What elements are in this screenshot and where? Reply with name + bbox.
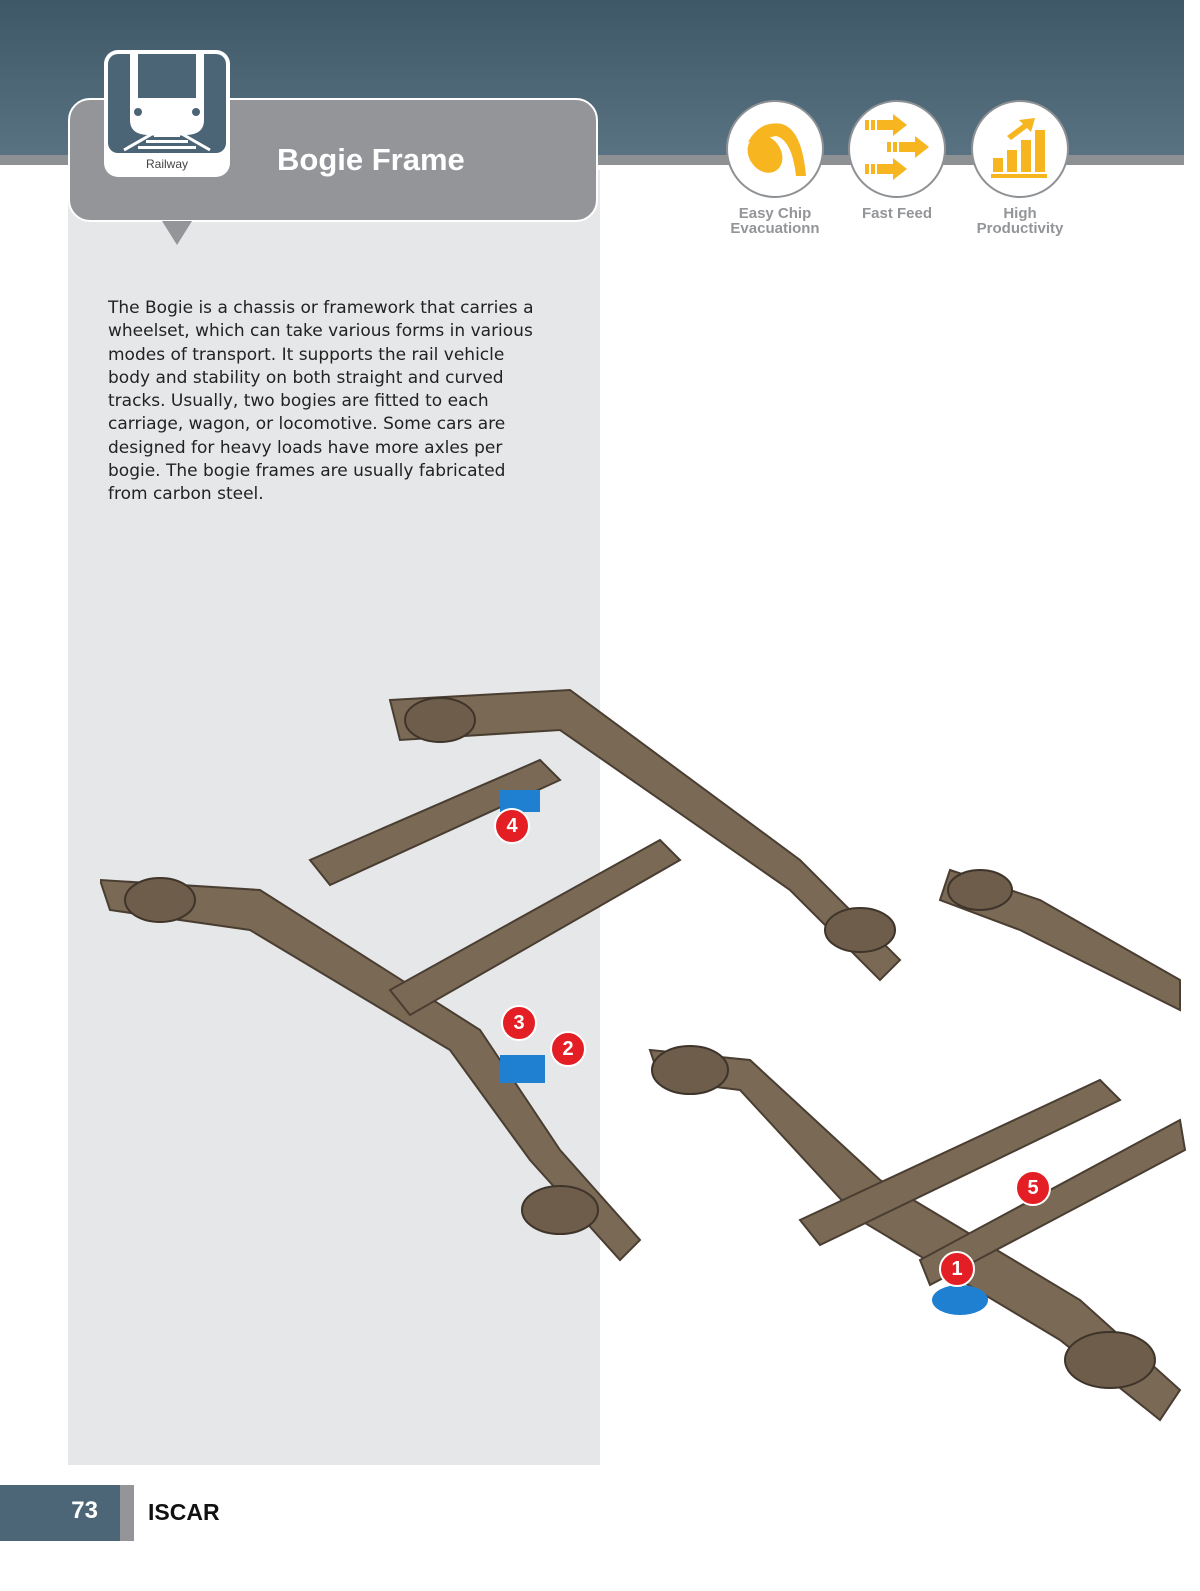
railway-icon — [104, 50, 230, 177]
feature-label: High — [1003, 205, 1037, 222]
footer-strip — [120, 1485, 134, 1541]
brand-name: ISCAR — [148, 1499, 220, 1525]
page-title: Bogie Frame — [277, 142, 465, 177]
feature-easy-chip — [725, 100, 825, 236]
marker-1[interactable]: 1 — [939, 1251, 975, 1287]
marker-4[interactable]: 4 — [494, 808, 530, 844]
marker-3[interactable]: 3 — [501, 1005, 537, 1041]
feature-label: Evacuationn — [730, 220, 820, 237]
marker-2[interactable]: 2 — [550, 1031, 586, 1067]
bubble-pointer — [162, 221, 192, 245]
bogie-frame-image — [100, 660, 1190, 1460]
description-text: The Bogie is a chassis or framework that carries a wheelset, which can take various forms in various modes of transport. It supports the rail vehicle body and stability on both straight and curved tracks. Usually, two bogies are fitted to each carriage, wagon, or locomotive. Some cars are designed for heavy loads have more axles per bogie. The bogie frames are usually fabricated from carbon steel. — [108, 298, 534, 505]
feature-high-productivity — [970, 100, 1070, 236]
feature-label: Productivity — [976, 220, 1064, 237]
marker-5[interactable]: 5 — [1015, 1170, 1051, 1206]
feature-label: Easy Chip — [738, 205, 812, 222]
productivity-chart-icon — [985, 114, 1055, 184]
feature-fast-feed — [847, 100, 947, 221]
train-icon — [104, 50, 230, 155]
fast-feed-icon — [857, 114, 937, 184]
page-number: 73 — [71, 1497, 98, 1524]
feature-label: Fast Feed — [861, 205, 933, 222]
chip-evacuation-icon — [740, 114, 810, 184]
railway-label: Railway — [145, 157, 188, 171]
